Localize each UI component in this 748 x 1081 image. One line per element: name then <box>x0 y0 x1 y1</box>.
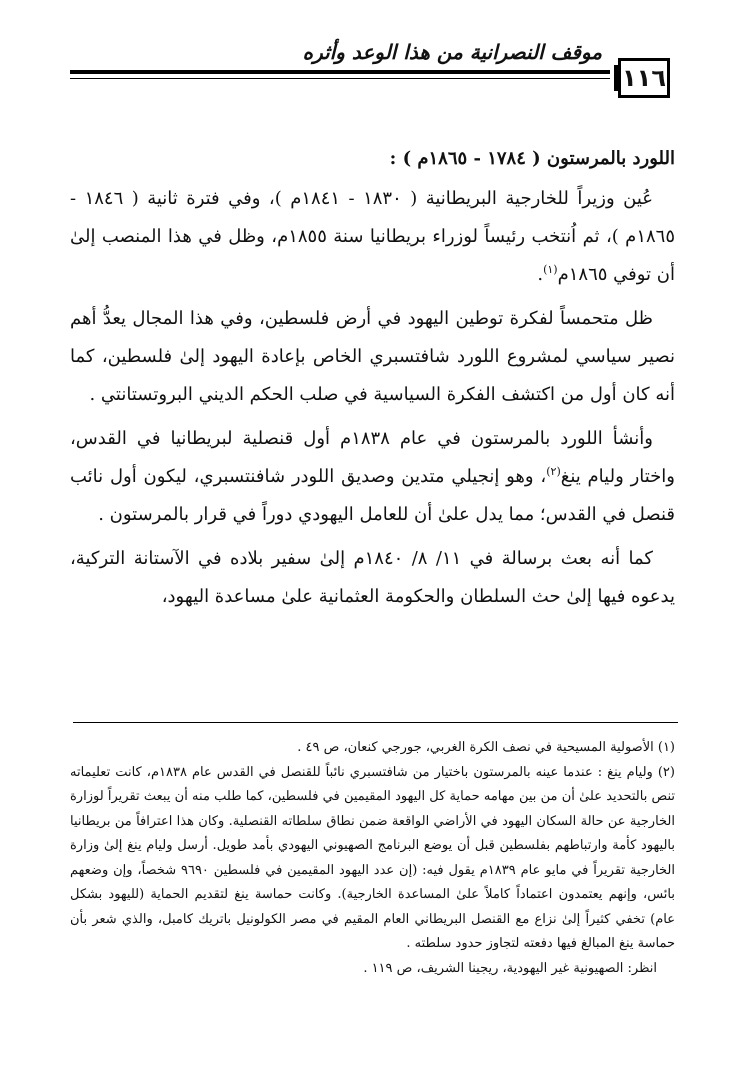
paragraph-1-end: . <box>537 264 544 285</box>
main-text <box>70 140 675 622</box>
running-title: موقف النصرانية من هذا الوعد وأثره <box>302 40 602 64</box>
paragraph-3-text-a: وأنشأ اللورد بالمرستون في عام ١٨٣٨م أول قنصلية لبريطانيا في القدس، واختار وليام ينغ <box>70 428 675 487</box>
header-rule <box>70 70 610 74</box>
paragraph-1-text: عُين وزيراً للخارجية البريطانية ( ١٨٣٠ - ١٨٤١م )، وفي فترة ثانية ( ١٨٤٦ - ١٨٦٥م )، ثم اُنتخب رئيساً لوزراء بريطانيا سنة ١٨٥٥م، وظل في هذا المنصب إلىٰ أن توفي ١٨٦٥م <box>70 188 676 285</box>
footnote-ref-2[interactable]: (٢) <box>546 465 561 478</box>
footnote-2: (٢) وليام ينغ : عندما عينه بالمرستون باختيار من شافتسبري نائباً للقنصل في القدس عام ١٨٣٨م، كانت تعليماته تنص بالتحديد علىٰ أن من بين مهامه حماية كل اليهود المقيمين في فلسطين، كما طلب منه أن يبعث تقريراً لوزارة الخارجية عن حالة السكان اليهود في الأراضي الواقعة ضمن نطاق سلطاته القنصلية. وكان هذا اعترافاً من بريطانيا باليهود كأمة وارتباطهم بفلسطين قبل أن يوضع البرنامج الصهيوني اليهودي بأمد طويل. أرسل وليام ينغ إلىٰ وزارة الخارجية تقريراً في مايو عام ١٨٣٩م يقول فيه: (إن عدد اليهود المقيمين في فلسطين ٩٦٩٠ شخصاً، وإن وضعهم بائس، وإنهم يعتمدون اعتماداً كاملاً علىٰ المساعدة الخارجية). وكانت حماسة ينغ لتقديم الحماية (لليهود بشكل عام) تخفي كثيراً إلىٰ نزاع مع القنصل البريطاني العام المقيم في مصر الكولونيل باتريك كامبل، والذي شعر بأن حماسة ينغ المبالغ فيها دفعته لتجاوز حدود سلطته . <box>70 764 676 951</box>
page-header <box>70 40 670 100</box>
footnote-ref-1[interactable]: (١) <box>543 263 558 276</box>
section-heading: اللورد بالمرستون ( ١٧٨٤ - ١٨٦٥م ) : <box>389 148 675 169</box>
footnote-1: (١) الأصولية المسيحية في نصف الكرة الغربي، جورجي كنعان، ص ٤٩ . <box>297 740 675 755</box>
paragraph-2: ظل متحمساً لفكرة توطين اليهود في أرض فلسطين، وفي هذا المجال يعدُّ أهم نصير سياسي لمشروع اللورد شافتسبري الخاص بإعادة اليهود إلىٰ فلسطين، كما أنه كان أول من اكتشف الفكرة السياسية في صلب الحكم الديني البروتستانتي . <box>70 308 675 405</box>
paragraph-1 <box>70 180 675 294</box>
header-rule-thin <box>70 78 610 79</box>
footnote-separator <box>73 722 678 723</box>
footnote-2-source: انظر: الصهيونية غير اليهودية، ريجينا الشريف، ص ١١٩ . <box>363 960 657 976</box>
paragraph-3-text-b: ، وهو إنجيلي متدين وصديق اللودر شافنتسبري، ليكون أول نائب قنصل في القدس؛ مما يدل علىٰ أن للعامل اليهودي دوراً في قرار بالمرستون . <box>70 466 675 525</box>
paragraph-4: كما أنه بعث برسالة في ١١/ ٨/ ١٨٤٠م إلىٰ سفير بلاده في الآستانة التركية، يدعوه فيها إلىٰ حث السلطان والحكومة العثمانية علىٰ مساعدة اليهود، <box>70 548 675 607</box>
page-number: ١١٦ <box>618 58 670 98</box>
footnotes <box>70 736 675 981</box>
paragraph-3 <box>70 420 675 534</box>
